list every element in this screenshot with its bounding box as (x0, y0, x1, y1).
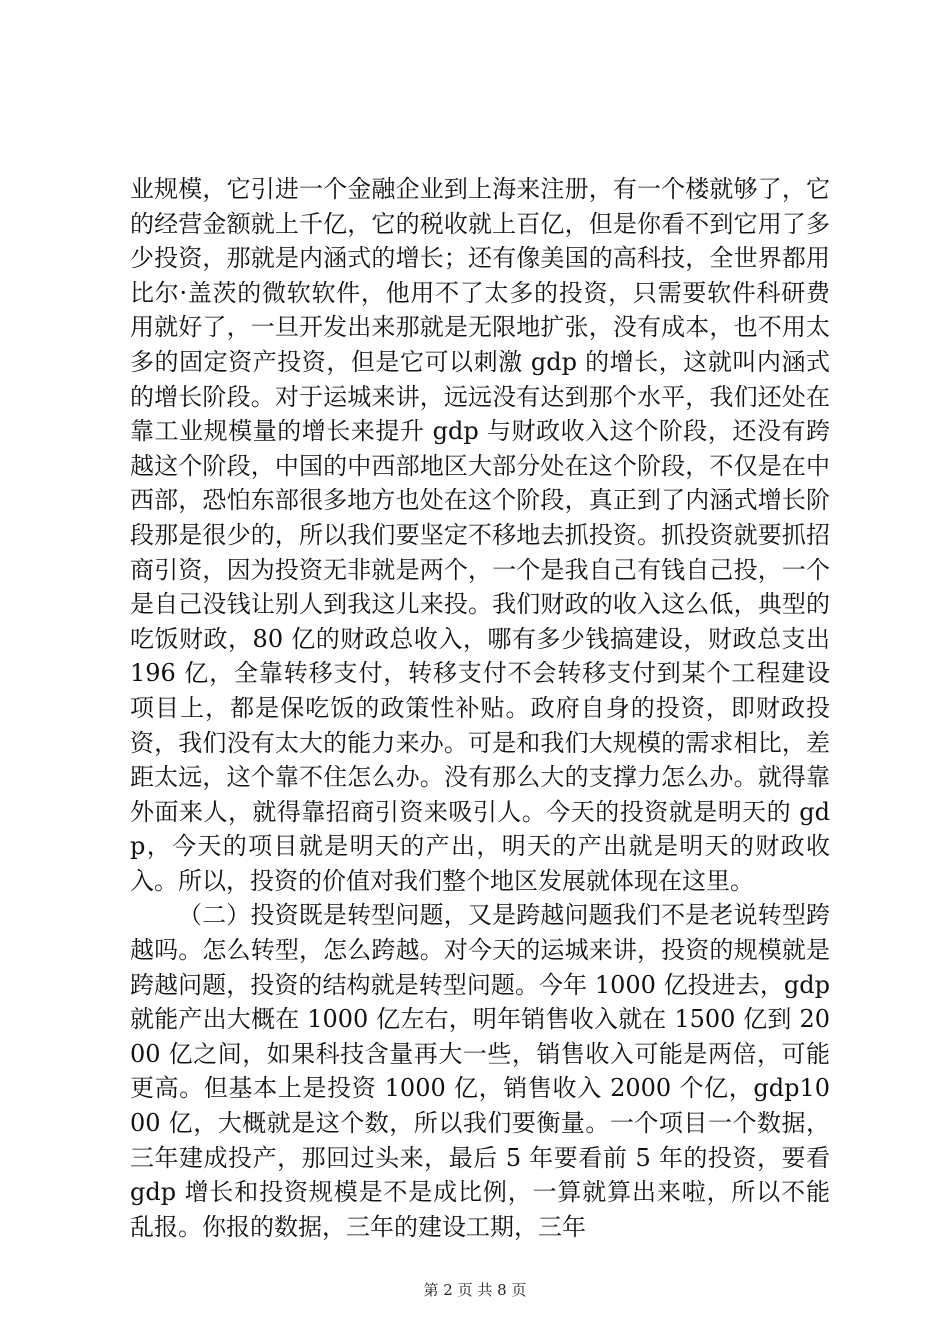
paragraph-2: （二）投资既是转型问题，又是跨越问题我们不是老说转型跨越吗。怎么转型，怎么跨越。对今天的运城来讲，投资的规模就是跨越问题，投资的结构就是转型问题。今年 1000 亿投进去，gdp 就能产出大概在 1000 亿左右，明年销售收入就在 1500 亿到 2000 亿之间，如果科技含量再大一些，销售收入可能是两倍，可能更高。但基本上是投资 1000 亿，销售收入 2000 个亿，gdp1000 亿，大概就是这个数，所以我们要衡量。一个项目一个数据，三年建成投产，那回过头来，最后 5 年要看前 5 年的投资，要看 gdp 增长和投资规模是不是成比例，一算就算出来啦，所以不能乱报。你报的数据，三年的建设工期，三年 (130, 901, 830, 1241)
paragraph-1: 业规模，它引进一个金融企业到上海来注册，有一个楼就够了，它的经营金额就上千亿，它的税收就上百亿，但是你看不到它用了多少投资，那就是内涵式的增长；还有像美国的高科技，全世界都用比尔·盖茨的微软软件，他用不了太多的投资，只需要软件科研费用就好了，一旦开发出来那就是无限地扩张，没有成本，也不用太多的固定资产投资，但是它可以刺激 gdp 的增长，这就叫内涵式的增长阶段。对于运城来讲，远远没有达到那个水平，我们还处在靠工业规模量的增长来提升 gdp 与财政收入这个阶段，还没有跨越这个阶段，中国的中西部地区大部分处在这个阶段，不仅是在中西部，恐怕东部很多地方也处在这个阶段，真正到了内涵式增长阶段那是很少的，所以我们要坚定不移地去抓投资。抓投资就要抓招商引资，因为投资无非就是两个，一个是我自己有钱自己投，一个是自己没钱让别人到我这儿来投。我们财政的收入这么低，典型的吃饭财政，80 亿的财政总收入，哪有多少钱搞建设，财政总支出 196 亿，全靠转移支付，转移支付不会转移支付到某个工程建设项目上，都是保吃饭的政策性补贴。政府自身的投资，即财政投资，我们没有太大的能力来办。可是和我们大规模的需求相比，差距太远，这个靠不住怎么办。没有那么大的支撑力怎么办。就得靠外面来人，就得靠招商引资来吸引人。今天的投资就是明天的 gdp，今天的项目就是明天的产出，明天的产出就是明天的财政收入。所以，投资的价值对我们整个地区发展就体现在这里。 (130, 175, 830, 895)
document-body (130, 172, 830, 1244)
page-footer: 第 2 页 共 8 页 (423, 1281, 527, 1299)
